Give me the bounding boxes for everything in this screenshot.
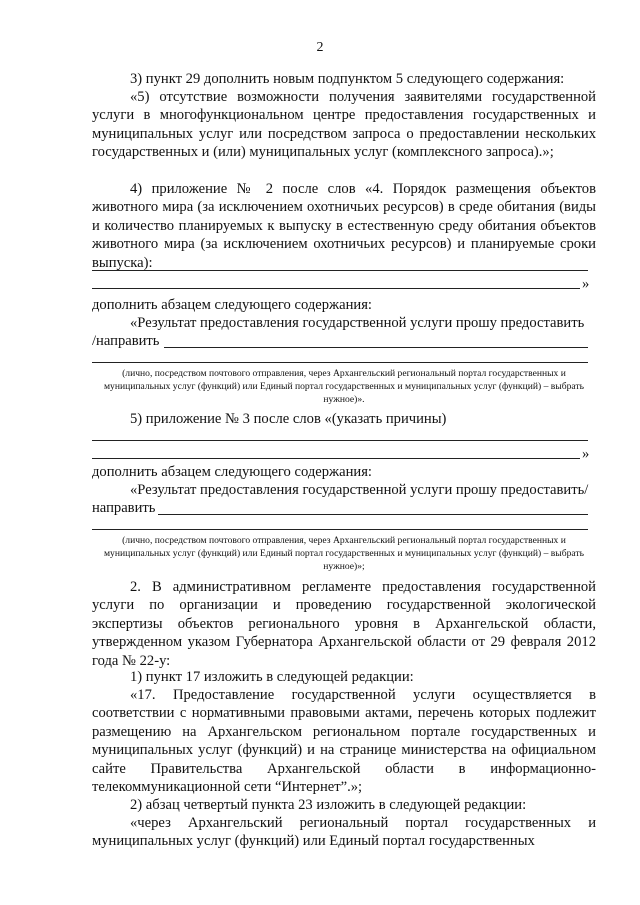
paragraph-section-2: 2. В административном регламенте предоставления государственной услуги по организации и проведению государственной экологической экспертизы объектов регионального уровня в Архангельской области, утвержденном указом Губернатора Архангельской области от 29 февраля 2012 года № 22-у: [92,579,596,669]
blank-line [92,440,588,441]
hint-note: (лично, посредством почтового отправления, через Архангельский региональный портал государственных и муниципальных услуг (функций) или Единый портал государственных и муниципальных услуг (функций) – выбрать нужное)». [103,368,585,405]
blank-line [92,529,588,530]
blank-line [92,458,580,459]
add-paragraph-label: дополнить абзацем следующего содержания: [92,464,372,480]
closing-quote: » [582,276,590,292]
paragraph-item-1: 1) пункт 17 изложить в следующей редакции: [130,669,414,685]
paragraph-item-5: 5) приложение № 3 после слов «(указать причины) [130,411,447,427]
blank-line [92,362,588,363]
fill-line [158,514,588,515]
paragraph-item-2: 2) абзац четвертый пункта 23 изложить в следующей редакции: [130,797,527,813]
fill-line [164,347,588,348]
hint-note: (лично, посредством почтового отправления, через Архангельский региональный портал государственных и муниципальных услуг (функций) или Единый портал государственных и муниципальных услуг (функций) – выбрать нужное)»; [103,535,585,572]
result-line-2-text: /направить [92,333,160,349]
blank-line [92,288,580,289]
paragraph-item-3: 3) пункт 29 дополнить новым подпунктом 5 следующего содержания: [130,71,565,87]
paragraph-item-2-text: «через Архангельский региональный портал государственных и муниципальных услуг (функций) или Единый портал государственных [92,815,596,850]
result-line-1: «Результат предоставления государственной услуги прошу предоставить [130,315,585,331]
closing-quote: » [582,446,590,462]
result-line-1: «Результат предоставления государственной услуги прошу предоставить/ [130,482,589,498]
paragraph-subitem-5: «5) отсутствие возможности получения заявителями государственной услуги в многофункциональном центре предоставления государственных и муниципальных услуг или посредством запроса о предоставлении нескольких государственных и (или) муниципальных услуг (комплексного запроса).»; [92,89,596,161]
paragraph-item-4: 4) приложение № 2 после слов «4. Порядок размещения объектов животного мира (за исключением охотничьих ресурсов) в среде обитания (виды и количество планируемых к выпуску в естественную среду обитания объектов животного мира (за исключением охотничьих ресурсов) и планируемые сроки выпуска): [92,181,596,271]
page-number: 2 [316,40,324,55]
blank-line [92,270,588,271]
paragraph-item-1-text: «17. Предоставление государственной услуги осуществляется в соответствии с нормативными правовыми актами, перечень которых подлежит размещению на Архангельском региональном портале государственных и муниципальных услуг (функций) и на странице министерства на официальном сайте Правительства Архангельской области в информационно-телекоммуникационной сети “Интернет”.»; [92,687,596,796]
result-line-2-text: направить [92,500,156,516]
add-paragraph-label: дополнить абзацем следующего содержания: [92,297,372,313]
